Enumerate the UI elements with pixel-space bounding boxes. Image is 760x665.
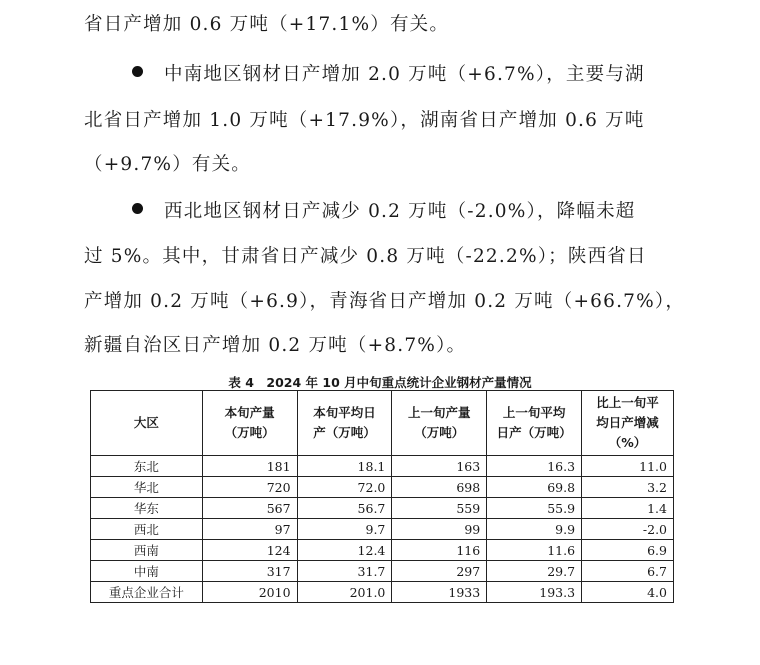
header-daily-avg: 本旬平均日 产（万吨） — [297, 391, 392, 456]
bullet-icon — [132, 203, 143, 214]
text-line: 产增加 0.2 万吨（+6.9），青海省日产增加 0.2 万吨（+66.7%）， — [84, 291, 686, 312]
cell-production: 124 — [202, 540, 297, 561]
cell-change-pct: 3.2 — [582, 477, 674, 498]
cell-daily-avg: 12.4 — [297, 540, 392, 561]
cell-region: 重点企业合计 — [91, 582, 203, 603]
text-line: （+9.7%）有关。 — [84, 154, 252, 175]
cell-change-pct: 6.9 — [582, 540, 674, 561]
cell-daily-avg: 9.7 — [297, 519, 392, 540]
cell-daily-avg: 201.0 — [297, 582, 392, 603]
cell-prev-production: 1933 — [392, 582, 487, 603]
cell-daily-avg: 56.7 — [297, 498, 392, 519]
table-row — [91, 582, 674, 603]
table-header-row — [91, 391, 674, 456]
cell-prev-production: 698 — [392, 477, 487, 498]
text-line: 中南地区钢材日产增加 2.0 万吨（+6.7%），主要与湖 — [164, 64, 645, 85]
bullet-icon — [132, 66, 143, 77]
header-change-pct: 比上一旬平 均日产增减 （%） — [582, 391, 674, 456]
cell-daily-avg: 31.7 — [297, 561, 392, 582]
cell-production: 2010 — [202, 582, 297, 603]
text-line: 北省日产增加 1.0 万吨（+17.9%），湖南省日产增加 0.6 万吨 — [84, 110, 645, 131]
cell-production: 97 — [202, 519, 297, 540]
cell-prev-daily-avg: 55.9 — [487, 498, 582, 519]
table-row — [91, 456, 674, 477]
cell-production: 567 — [202, 498, 297, 519]
cell-prev-daily-avg: 11.6 — [487, 540, 582, 561]
cell-prev-daily-avg: 16.3 — [487, 456, 582, 477]
cell-production: 317 — [202, 561, 297, 582]
table-row — [91, 477, 674, 498]
header-production: 本旬产量 （万吨） — [202, 391, 297, 456]
header-prev-production: 上一旬产量 （万吨） — [392, 391, 487, 456]
cell-prev-daily-avg: 9.9 — [487, 519, 582, 540]
cell-change-pct: -2.0 — [582, 519, 674, 540]
cell-production: 181 — [202, 456, 297, 477]
cell-change-pct: 4.0 — [582, 582, 674, 603]
cell-prev-production: 297 — [392, 561, 487, 582]
text-line: 过 5%。其中，甘肃省日产减少 0.8 万吨（-22.2%）；陕西省日 — [84, 246, 647, 267]
cell-change-pct: 1.4 — [582, 498, 674, 519]
header-region: 大区 — [91, 391, 203, 456]
cell-prev-production: 116 — [392, 540, 487, 561]
table-row — [91, 519, 674, 540]
table-caption: 表 4 2024 年 10 月中旬重点统计企业钢材产量情况 — [228, 375, 532, 390]
table-row — [91, 561, 674, 582]
cell-region: 中南 — [91, 561, 203, 582]
cell-region: 西南 — [91, 540, 203, 561]
cell-change-pct: 6.7 — [582, 561, 674, 582]
text-line: 西北地区钢材日产减少 0.2 万吨（-2.0%），降幅未超 — [164, 201, 636, 222]
cell-prev-production: 99 — [392, 519, 487, 540]
cell-region: 西北 — [91, 519, 203, 540]
text-line: 新疆自治区日产增加 0.2 万吨（+8.7%）。 — [84, 335, 467, 356]
cell-prev-daily-avg: 193.3 — [487, 582, 582, 603]
cell-region: 东北 — [91, 456, 203, 477]
header-prev-daily-avg: 上一旬平均 日产（万吨） — [487, 391, 582, 456]
cell-prev-production: 163 — [392, 456, 487, 477]
steel-production-table — [90, 390, 674, 603]
cell-production: 720 — [202, 477, 297, 498]
table-row — [91, 540, 674, 561]
cell-region: 华东 — [91, 498, 203, 519]
cell-daily-avg: 72.0 — [297, 477, 392, 498]
cell-daily-avg: 18.1 — [297, 456, 392, 477]
table-row — [91, 498, 674, 519]
cell-prev-daily-avg: 69.8 — [487, 477, 582, 498]
cell-region: 华北 — [91, 477, 203, 498]
cell-change-pct: 11.0 — [582, 456, 674, 477]
text-line: 省日产增加 0.6 万吨（+17.1%）有关。 — [84, 14, 450, 35]
cell-prev-production: 559 — [392, 498, 487, 519]
cell-prev-daily-avg: 29.7 — [487, 561, 582, 582]
